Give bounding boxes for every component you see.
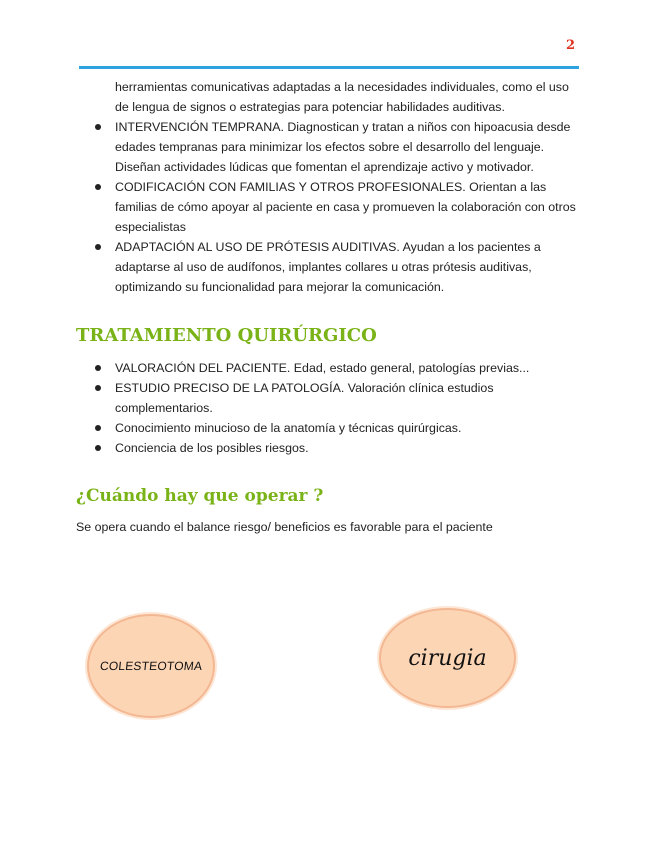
list-item-text: VALORACIÓN DEL PACIENTE. Edad, estado general, patologías previas... — [115, 361, 530, 375]
oval-label: cirugia — [408, 645, 487, 671]
list-item — [76, 378, 581, 418]
list-item-text: CODIFICACIÓN CON FAMILIAS Y OTROS PROFESIONALES. Orientan a las familias de cómo apoyar al paciente en casa y promueven la colaboración con otros especialistas — [115, 180, 576, 234]
list-item — [76, 358, 581, 378]
list-item-text: ADAPTACIÓN AL USO DE PRÓTESIS AUDITIVAS. Ayudan a los pacientes a adaptarse al uso de audífonos, implantes collares u otras prótesis auditivas, optimizando su funcionalidad para mejorar la comunicación. — [115, 240, 541, 294]
section-heading-tratamiento: TRATAMIENTO QUIRÚRGICO — [76, 325, 377, 346]
cuando-paragraph: Se opera cuando el balance riesgo/ beneficios es favorable para el paciente — [76, 520, 493, 534]
list-item-text: ESTUDIO PRECISO DE LA PATOLOGÍA. Valoración clínica estudios complementarios. — [115, 381, 494, 415]
bullet-icon — [95, 124, 101, 130]
list-item-text: INTERVENCIÓN TEMPRANA. Diagnostican y tratan a niños con hipoacusia desde edades tempranas para minimizar los efectos sobre el desarrollo del lenguaje. Diseñan actividades lúdicas que fomentan el aprendizaje activo y motivador. — [115, 120, 571, 174]
bullet-icon — [95, 445, 101, 451]
intro-section — [76, 77, 581, 297]
intro-continuation-text: herramientas comunicativas adaptadas a la necesidades individuales, como el uso de lengua de signos o estrategias para potenciar habilidades auditivas. — [115, 80, 569, 114]
bullet-icon — [95, 425, 101, 431]
bullet-icon — [95, 365, 101, 371]
oval-cirugia — [379, 608, 516, 708]
tratamiento-section — [76, 358, 581, 458]
page-number: 2 — [566, 38, 576, 53]
intro-bullet-list — [76, 117, 581, 297]
bullet-icon — [95, 385, 101, 391]
list-item — [76, 418, 581, 438]
list-item — [76, 117, 581, 177]
list-item — [76, 177, 581, 237]
bullet-icon — [95, 184, 101, 190]
list-item — [76, 237, 581, 297]
list-item-text: Conocimiento minucioso de la anatomía y técnicas quirúrgicas. — [115, 421, 462, 435]
list-item — [76, 438, 581, 458]
oval-colesteotoma — [87, 614, 215, 718]
oval-label: COLESTEOTOMA — [99, 659, 203, 673]
section-heading-cuando: ¿Cuándo hay que operar ? — [76, 486, 324, 506]
list-item-text: Conciencia de los posibles riesgos. — [115, 441, 309, 455]
header-divider — [79, 66, 579, 69]
tratamiento-bullet-list — [76, 358, 581, 458]
bullet-icon — [95, 244, 101, 250]
